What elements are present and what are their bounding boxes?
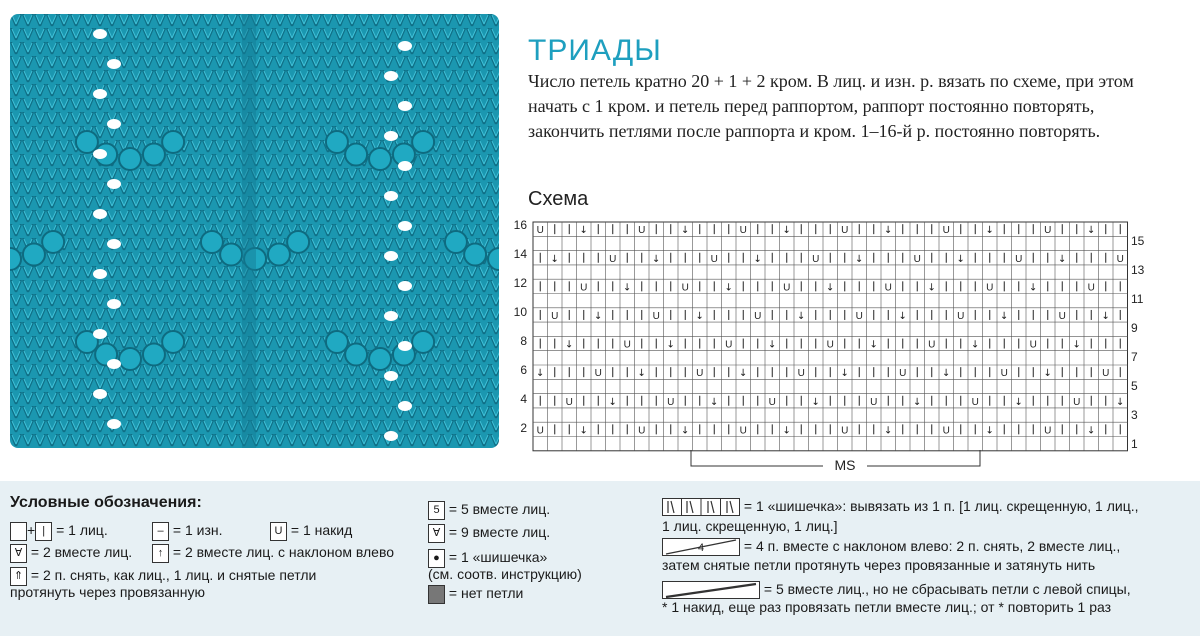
legend-panel [0,481,1200,636]
repeat-label: MS [834,457,856,473]
legend-item-bobble-make [662,498,1139,516]
legend-text: = 1 накид [290,522,353,539]
svg-text:U: U [1044,425,1052,437]
svg-text:U: U [884,282,892,294]
right-row-number: 3 [1131,408,1138,422]
legend-item-k4tog-left [662,538,1120,556]
svg-text:↓: ↓ [971,339,980,351]
svg-text:↓: ↓ [768,339,777,351]
svg-text:U: U [1073,396,1081,408]
svg-text:↓: ↓ [681,225,690,237]
u-symbol: U [270,522,287,541]
svg-text:↓: ↓ [623,282,632,294]
svg-text:↓: ↓ [536,368,545,380]
legend-text-continued: (см. соотв. инструкцию) [428,566,582,582]
legend-text: = 1 «шишечка» [448,549,548,566]
left-row-number: 16 [513,218,527,232]
left-row-number: 2 [520,421,527,435]
left-row-number: 10 [513,305,527,319]
k5tog-keep-symbol [662,581,760,599]
legend-item-k2tog [10,544,132,563]
svg-text:U: U [638,425,646,437]
legend-item-no-stitch [428,585,523,604]
svg-text:↓: ↓ [913,396,922,408]
svg-text:U: U [725,339,733,351]
k2tog-symbol: ∀ [10,544,27,563]
left-row-number: 4 [520,392,527,406]
svg-text:U: U [652,310,660,322]
svg-text:U: U [739,225,747,237]
svg-text:U: U [1087,282,1095,294]
svg-text:U: U [609,253,617,265]
svg-text:U: U [667,396,675,408]
legend-text: = 2 вместе лиц. с наклоном влево [172,544,395,561]
arrow-up-symbol: ↑ [152,544,169,563]
svg-text:↓: ↓ [608,396,617,408]
knitting-sample-photo [10,14,499,448]
svg-text:↓: ↓ [884,425,893,437]
svg-text:↓: ↓ [797,310,806,322]
k4tog-left-symbol [662,538,740,556]
svg-text:U: U [812,253,820,265]
svg-text:↓: ↓ [898,310,907,322]
scheme-title: Схема [528,188,589,210]
five-symbol: 5 [428,501,445,520]
svg-text:↓: ↓ [681,425,690,437]
legend-item-k5tog-keep [662,581,1131,599]
double-arrow-symbol: ⇑ [10,567,27,586]
svg-text:U: U [1015,253,1023,265]
svg-text:U: U [1116,253,1124,265]
description-line: начать с 1 кром. и петель перед раппортом, раппорт постоянно повторять, [528,96,1095,116]
svg-text:U: U [971,396,979,408]
legend-text: = 2 вместе лиц. [30,544,133,561]
left-row-number: 14 [513,247,527,261]
svg-text:↓: ↓ [579,425,588,437]
svg-text:↓: ↓ [695,310,704,322]
pattern-description [528,69,1193,144]
right-row-number: 11 [1131,292,1144,306]
legend-text: = 2 п. снять, как лиц., 1 лиц. и снятые петли [30,567,317,584]
svg-text:↓: ↓ [826,282,835,294]
left-row-number: 12 [513,276,527,290]
svg-text:U: U [768,396,776,408]
k9tog-symbol: ∀ [428,524,445,543]
svg-text:↓: ↓ [565,339,574,351]
left-row-number: 8 [520,334,527,348]
svg-text:↓: ↓ [1116,396,1125,408]
k4tog-digit: 4 [697,542,705,555]
legend-text: = нет петли [448,585,524,602]
svg-text:U: U [551,310,559,322]
svg-text:U: U [1058,310,1066,322]
svg-text:U: U [942,225,950,237]
svg-text:U: U [696,368,704,380]
left-row-number: 6 [520,363,527,377]
svg-text:↓: ↓ [550,253,559,265]
svg-text:U: U [899,368,907,380]
right-row-number: 5 [1131,379,1138,393]
svg-text:U: U [855,310,863,322]
right-row-number: 9 [1131,321,1138,335]
legend-item-yarn-over [270,522,352,541]
svg-text:↓: ↓ [652,253,661,265]
svg-text:↓: ↓ [666,339,675,351]
svg-text:↓: ↓ [942,368,951,380]
svg-text:U: U [957,310,965,322]
svg-text:↓: ↓ [782,425,791,437]
svg-text:↓: ↓ [1043,368,1052,380]
svg-text:U: U [580,282,588,294]
svg-text:U: U [623,339,631,351]
svg-text:↓: ↓ [579,225,588,237]
vertical-line-symbol: | [35,522,52,541]
svg-text:U: U [913,253,921,265]
legend-item-k2tog-left [152,544,394,563]
legend-text: = 5 вместе лиц. [448,501,551,518]
svg-text:↓: ↓ [637,368,646,380]
svg-text:U: U [986,282,994,294]
legend-text: = 5 вместе лиц., но не сбрасывать петли с левой спицы, [763,581,1131,597]
legend-text-continued: протянуть через провязанную [10,584,206,600]
legend-text: = 4 п. вместе с наклоном влево: 2 п. снять, 2 вместе лиц., [743,538,1121,554]
legend-text: = 9 вместе лиц. [448,524,551,541]
description-line: Число петель кратно 20 + 1 + 2 кром. В лиц. и изн. р. вязать по схеме, при этом [528,71,1134,91]
empty-cell-symbol [10,522,27,541]
svg-text:↓: ↓ [1000,310,1009,322]
svg-text:U: U [841,425,849,437]
svg-text:U: U [1000,368,1008,380]
knitting-chart [505,212,1165,474]
svg-text:↓: ↓ [739,368,748,380]
svg-text:↓: ↓ [855,253,864,265]
right-row-number: 7 [1131,350,1138,364]
legend-item-k9tog [428,524,550,543]
svg-text:↓: ↓ [1014,396,1023,408]
svg-text:U: U [681,282,689,294]
legend-item-k5tog [428,501,550,520]
svg-text:U: U [1029,339,1037,351]
svg-text:↓: ↓ [985,425,994,437]
dash-symbol: – [152,522,169,541]
svg-text:↓: ↓ [782,225,791,237]
gray-cell-symbol [428,585,445,604]
svg-text:↓: ↓ [594,310,603,322]
svg-text:U: U [565,396,573,408]
svg-text:↓: ↓ [710,396,719,408]
svg-text:U: U [739,425,747,437]
svg-text:U: U [594,368,602,380]
svg-text:U: U [1044,225,1052,237]
svg-text:↓: ↓ [724,282,733,294]
description-line: закончить петлями после раппорта и кром. 1–16-й р. постоянно повторять. [528,121,1101,141]
svg-text:↓: ↓ [1101,310,1110,322]
svg-text:U: U [942,425,950,437]
legend-text: = 1 лиц. [56,522,108,539]
svg-text:U: U [754,310,762,322]
svg-text:↓: ↓ [927,282,936,294]
bobble-make-symbol [662,498,740,516]
svg-text:U: U [826,339,834,351]
legend-text-continued: * 1 накид, еще раз провязать петли вместе лиц.; от * повторить 1 раз [662,599,1112,615]
bobble-dot-symbol: ● [428,549,445,568]
legend-text: = 1 изн. [172,522,223,539]
legend-text: = 1 «шишечка»: вывязать из 1 п. [1 лиц. скрещенную, 1 лиц., [743,498,1139,514]
svg-text:U: U [870,396,878,408]
legend-text-continued: 1 лиц. скрещенную, 1 лиц.] [662,518,838,534]
right-row-number: 15 [1131,234,1145,248]
svg-text:U: U [536,425,544,437]
svg-text:U: U [638,225,646,237]
svg-text:↓: ↓ [1072,339,1081,351]
svg-text:U: U [928,339,936,351]
svg-text:↓: ↓ [1029,282,1038,294]
legend-item-knit [10,522,108,541]
plus-sign: + [27,522,36,539]
svg-text:↓: ↓ [884,225,893,237]
svg-text:↓: ↓ [956,253,965,265]
svg-text:↓: ↓ [985,225,994,237]
svg-text:U: U [536,225,544,237]
svg-text:↓: ↓ [1058,253,1067,265]
legend-text-continued: затем снятые петли протянуть через провязанные и затянуть нить [662,557,1096,573]
svg-text:↓: ↓ [753,253,762,265]
svg-text:↓: ↓ [869,339,878,351]
svg-text:U: U [841,225,849,237]
svg-text:U: U [783,282,791,294]
right-row-number: 1 [1131,437,1138,451]
legend-item-purl [152,522,223,541]
right-row-number: 13 [1131,263,1145,277]
pattern-title: ТРИАДЫ [528,34,662,67]
svg-text:U: U [797,368,805,380]
legend-heading: Условные обозначения: [10,494,202,511]
svg-text:↓: ↓ [811,396,820,408]
svg-text:U: U [710,253,718,265]
svg-text:↓: ↓ [1087,225,1096,237]
svg-text:U: U [1102,368,1110,380]
svg-text:↓: ↓ [840,368,849,380]
svg-text:↓: ↓ [1087,425,1096,437]
